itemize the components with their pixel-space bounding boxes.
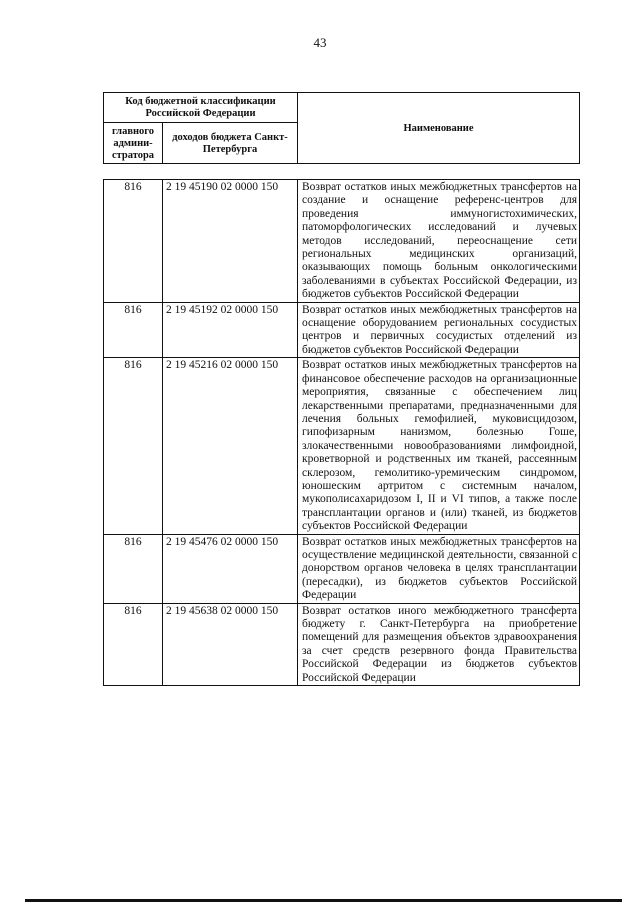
- name-cell: Возврат остатков иных межбюджетных трансфертов на создание и оснащение референс-центров для проведения иммуногистохимических, патоморфологических исследований и лучевых методов исследований, переоснащение сети региональных медицинских организаций, оказывающих помощь больным онкологическими заболеваниями в субъектах Российской Федерации, из бюджетов субъектов Российской Федерации: [298, 180, 580, 303]
- revenue-column-header: доходов бюджета Санкт-Петербурга: [163, 123, 298, 164]
- name-cell: Возврат остатков иных межбюджетных трансфертов на оснащение оборудованием региональных сосудистых центров и первичных сосудистых отделений из бюджетов субъектов Российской Федерации: [298, 302, 580, 358]
- revenue-code-cell: 2 19 45190 02 0000 150: [163, 180, 298, 303]
- name-cell: Возврат остатков иного межбюджетного трансферта бюджету г. Санкт-Петербурга на приобретение помещений для размещения объектов здравоохранения за счет средств резервного фонда Правительства Российской Федерации из бюджетов субъектов Российской Федерации: [298, 603, 580, 685]
- table-row: [104, 534, 580, 603]
- name-cell: Возврат остатков иных межбюджетных трансфертов на финансовое обеспечение расходов на организационные мероприятия, связанные с обеспечением лиц лекарственными препаратами, предназначенными для лечения больных гемофилией, муковисцидозом, гипофизарным нанизмом, болезнью Гоше, злокачественными новообразованиями лимфоидной, кроветворной и родственных им тканей, рассеянным склерозом, гемолитико-уремическим синдромом, юношеским артритом с системным началом, мукополисахаридозом I, II и VI типов, а также после трансплантации органов и (или) тканей, из бюджетов субъектов Российской Федерации: [298, 358, 580, 534]
- revenue-code-cell: 2 19 45476 02 0000 150: [163, 534, 298, 603]
- name-cell: Возврат остатков иных межбюджетных трансфертов на осуществление медицинской деятельности, связанной с донорством органов человека в целях трансплантации (пересадки), из бюджетов субъектов Российской Федерации: [298, 534, 580, 603]
- admin-column-header: главного админи-стратора: [104, 123, 163, 164]
- table-row: [104, 302, 580, 358]
- page-number: 43: [313, 35, 327, 50]
- name-column-header: Наименование: [298, 93, 580, 164]
- revenue-code-cell: 2 19 45216 02 0000 150: [163, 358, 298, 534]
- revenue-code-cell: 2 19 45638 02 0000 150: [163, 603, 298, 685]
- admin-code-cell: 816: [104, 302, 163, 358]
- table-row: [104, 180, 580, 303]
- revenue-code-cell: 2 19 45192 02 0000 150: [163, 302, 298, 358]
- footer-rule: [25, 899, 622, 902]
- admin-code-cell: 816: [104, 180, 163, 303]
- table-row: [104, 603, 580, 685]
- admin-code-cell: 816: [104, 358, 163, 534]
- table-row: [104, 358, 580, 534]
- classification-code-header: Код бюджетной классификации Российской Федерации: [104, 93, 298, 123]
- data-table: [103, 179, 580, 686]
- admin-code-cell: 816: [104, 534, 163, 603]
- table-header: [103, 92, 580, 164]
- admin-code-cell: 816: [104, 603, 163, 685]
